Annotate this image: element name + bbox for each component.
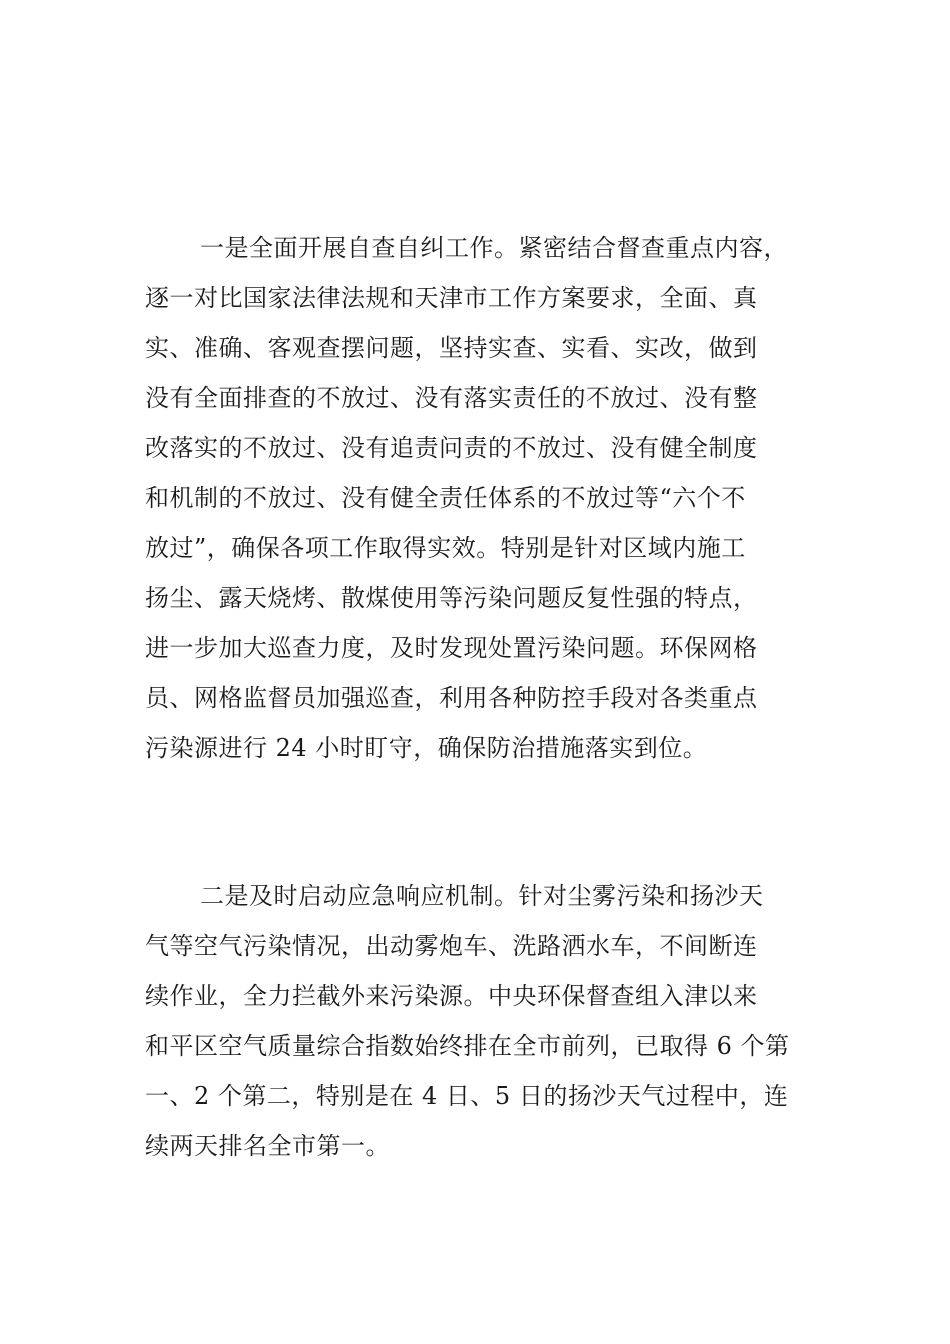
paragraph-line: 进一步加大巡查力度，及时发现处置污染问题。环保网格 xyxy=(145,634,758,662)
paragraph-line: 员、网格监督员加强巡查，利用各种防控手段对各类重点 xyxy=(145,684,758,712)
paragraph-line: 逐一对比国家法律法规和天津市工作方案要求，全面、真 xyxy=(145,284,758,312)
paragraph-line: 二是及时启动应急响应机制。针对尘雾污染和扬沙天 xyxy=(200,882,764,910)
paragraph-line: 扬尘、露天烧烤、散煤使用等污染问题反复性强的特点， xyxy=(145,584,758,612)
paragraph-line: 改落实的不放过、没有追责问责的不放过、没有健全制度 xyxy=(145,434,758,462)
paragraph-line: 和机制的不放过、没有健全责任体系的不放过等“六个不 xyxy=(145,484,746,512)
paragraph-line: 续作业，全力拦截外来污染源。中央环保督查组入津以来 xyxy=(145,982,758,1010)
paragraph-line: 气等空气污染情况，出动雾炮车、洗路洒水车，不间断连 xyxy=(145,932,758,960)
paragraph-line: 和平区空气质量综合指数始终排在全市前列，已取得 6 个第 xyxy=(145,1032,790,1060)
paragraph-line: 放过”，确保各项工作取得实效。特别是针对区域内施工 xyxy=(145,534,746,562)
paragraph-line: 一是全面开展自查自纠工作。紧密结合督查重点内容， xyxy=(200,234,788,262)
paragraph-line: 续两天排名全市第一。 xyxy=(145,1132,390,1160)
paragraph-line: 实、准确、客观查摆问题，坚持实查、实看、实改，做到 xyxy=(145,334,758,362)
paragraph-line: 一、2 个第二，特别是在 4 日、5 日的扬沙天气过程中，连 xyxy=(145,1082,789,1110)
paragraph-line: 污染源进行 24 小时盯守，确保防治措施落实到位。 xyxy=(145,734,708,762)
paragraph-line: 没有全面排查的不放过、没有落实责任的不放过、没有整 xyxy=(145,384,758,412)
